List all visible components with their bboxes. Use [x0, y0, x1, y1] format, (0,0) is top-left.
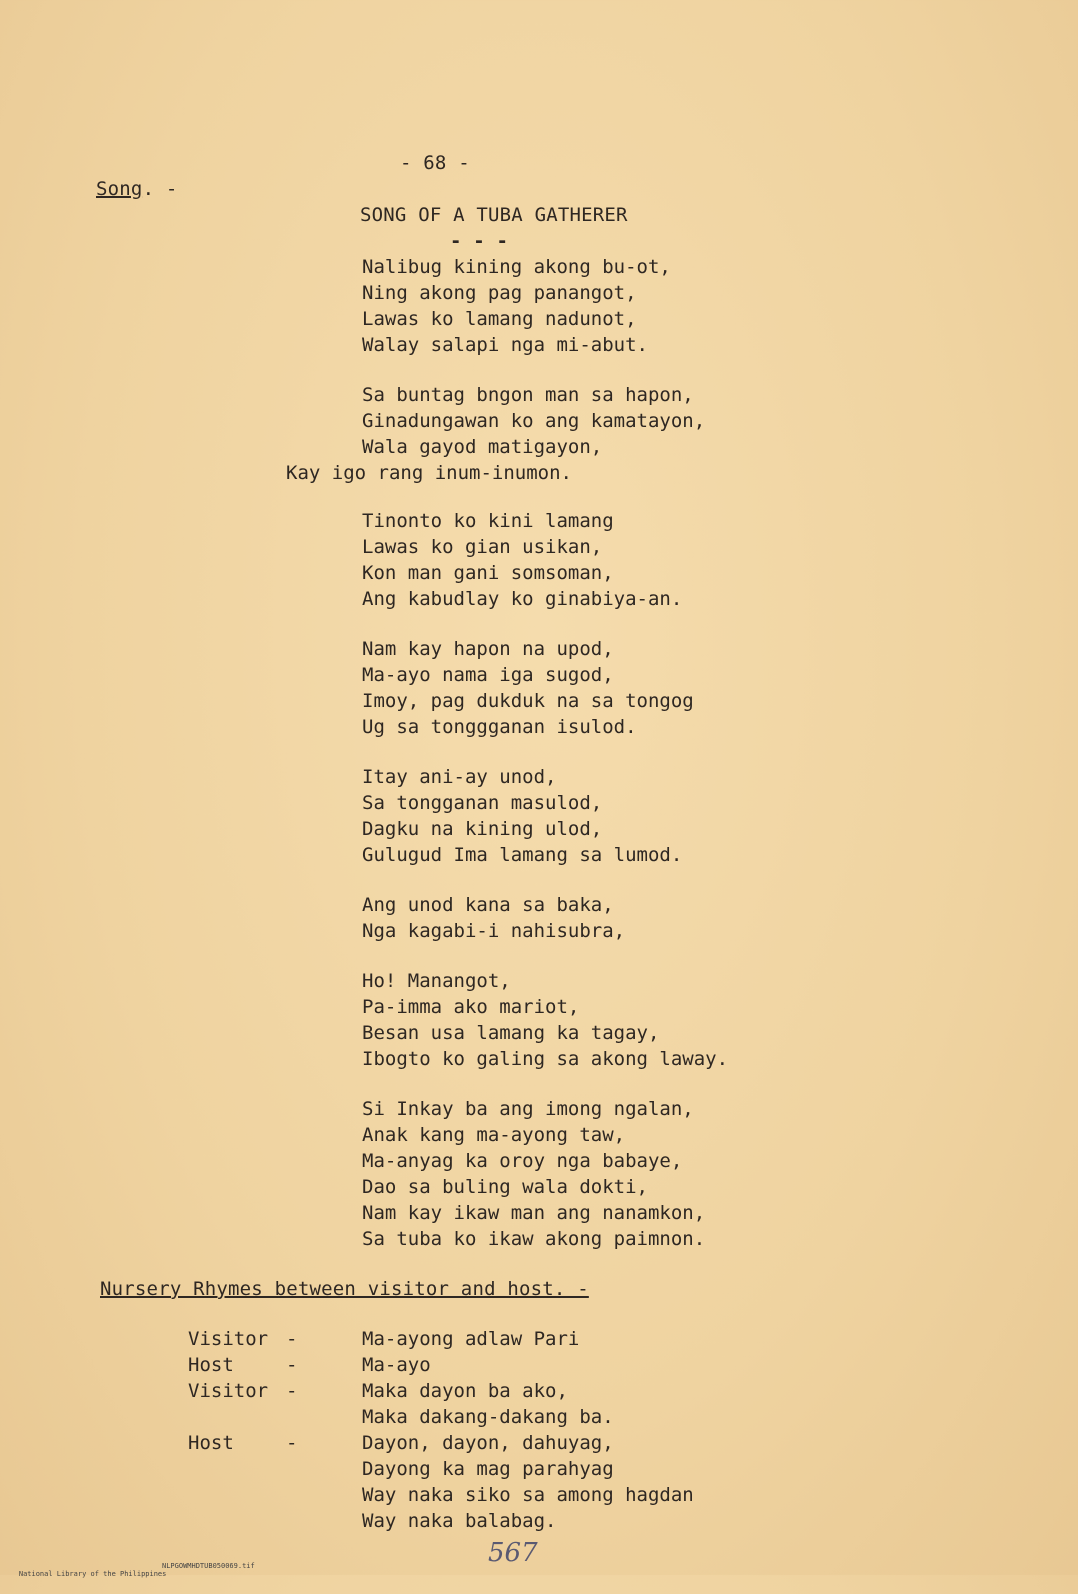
verse-line: Nam kay hapon na upod, — [362, 638, 614, 660]
verse-line: Ang kabudlay ko ginabiya-an. — [362, 588, 683, 610]
dialogue-text: Ma-ayo — [362, 1354, 431, 1376]
dialogue-text: Dayong ka mag parahyag — [362, 1458, 614, 1480]
verse-line: Kon man gani somsoman, — [362, 562, 614, 584]
stanza-1 — [362, 254, 671, 358]
verse-line: Besan usa lamang ka tagay, — [362, 1022, 660, 1044]
verse-line: Pa-imma ako mariot, — [362, 996, 580, 1018]
verse-line: Ning akong pag panangot, — [362, 282, 637, 304]
verse-line: Gulugud Ima lamang sa lumod. — [362, 844, 683, 866]
dialogue-text: Dayon, dayon, dahuyag, — [362, 1432, 614, 1454]
verse-line: Ma-ayo nama iga sugod, — [362, 664, 614, 686]
dialogue-text: Way naka siko sa among hagdan — [362, 1484, 694, 1506]
speaker-dash: - — [286, 1328, 298, 1350]
title-divider: - - - — [450, 230, 509, 252]
verse-line: Ginadungawan ko ang kamatayon, — [362, 410, 706, 432]
scan-footer — [2, 1562, 255, 1594]
speaker-dash: - — [286, 1432, 298, 1454]
section-label — [96, 176, 177, 202]
speaker-dash: - — [286, 1354, 298, 1376]
verse-line: Dagku na kining ulod, — [362, 818, 603, 840]
verse-line: Ug sa tonggganan isulod. — [362, 716, 637, 738]
dialogue-text: Maka dayon ba ako, — [362, 1380, 568, 1402]
speaker: Visitor — [188, 1380, 269, 1402]
handwritten-page-number: 567 — [488, 1538, 538, 1568]
dialogue-text: Ma-ayong adlaw Pari — [362, 1328, 580, 1350]
verse-line: Ang unod kana sa baka, — [362, 894, 614, 916]
verse-line: Sa tongganan masulod, — [362, 792, 603, 814]
speaker: Host — [188, 1432, 234, 1454]
verse-line: Itay ani-ay unod, — [362, 766, 557, 788]
dialogue-text: Maka dakang-dakang ba. — [362, 1406, 614, 1428]
speaker-dash: - — [286, 1380, 298, 1402]
verse-line: Sa buntag bngon man sa hapon, — [362, 384, 694, 406]
verse-line: Nam kay ikaw man ang nanamkon, — [362, 1202, 706, 1224]
verse-line: Tinonto ko kini lamang — [362, 510, 614, 532]
stanza-4 — [362, 636, 694, 740]
verse-line: Imoy, pag dukduk na sa tongog — [362, 690, 694, 712]
verse-line: Walay salapi nga mi-abut. — [362, 334, 648, 356]
verse-line: Dao sa buling wala dokti, — [362, 1176, 648, 1198]
verse-line: Anak kang ma-ayong taw, — [362, 1124, 626, 1146]
stanza-8 — [362, 1096, 705, 1252]
footer-filename: NLPGOWMHDTUB050069.tif — [162, 1562, 255, 1570]
verse-line: Ibogto ko galing sa akong laway. — [362, 1048, 729, 1070]
verse-line: Sa tuba ko ikaw akong paimnon. — [362, 1228, 706, 1250]
stanza-6 — [362, 892, 625, 944]
stanza-2 — [286, 382, 706, 486]
page-number: - 68 - — [400, 152, 470, 174]
speaker: Visitor — [188, 1328, 269, 1350]
verse-line: Nga kagabi-i nahisubra, — [362, 920, 626, 942]
verse-line: Lawas ko lamang nadunot, — [362, 308, 637, 330]
verse-line: Ma-anyag ka oroy nga babaye, — [362, 1150, 683, 1172]
stanza-7 — [362, 968, 728, 1072]
stanza-3 — [362, 508, 682, 612]
verse-line: Wala gayod matigayon, — [362, 436, 603, 458]
verse-line: Nalibug kining akong bu-ot, — [362, 256, 671, 278]
song-title: SONG OF A TUBA GATHERER — [360, 204, 628, 226]
section-label-text: Song — [96, 178, 143, 200]
verse-line: Ho! Manangot, — [362, 970, 511, 992]
verse-line: Lawas ko gian usikan, — [362, 536, 603, 558]
verse-line: Si Inkay ba ang imong ngalan, — [362, 1098, 694, 1120]
nursery-heading: Nursery Rhymes between visitor and host. - — [100, 1278, 589, 1300]
stanza-5 — [362, 764, 682, 868]
verse-line: Kay igo rang inum-inumon. — [286, 462, 572, 484]
footer-library: National Library of the Philippines — [18, 1570, 167, 1578]
speaker: Host — [188, 1354, 234, 1376]
dialogue-text: Way naka balabag. — [362, 1510, 557, 1532]
section-label-suffix: . - — [142, 178, 178, 200]
